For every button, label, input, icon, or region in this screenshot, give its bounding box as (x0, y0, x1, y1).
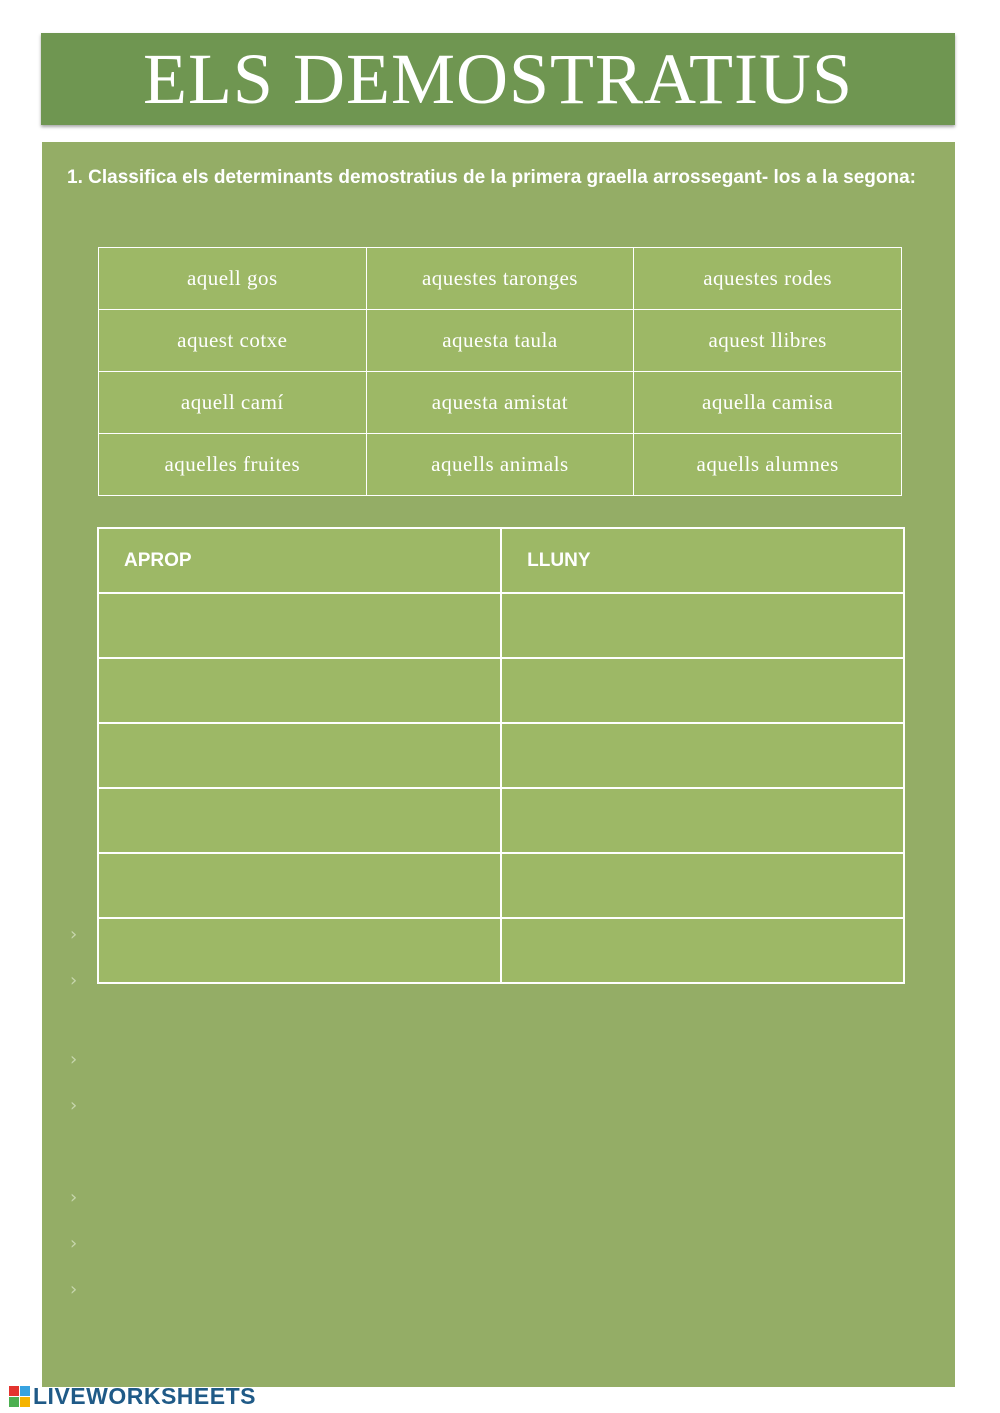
table-row (98, 853, 904, 918)
drop-zone-lluny[interactable] (501, 788, 904, 853)
draggable-word[interactable]: aquell gos (99, 248, 367, 310)
word-row (99, 372, 902, 434)
table-row (98, 658, 904, 723)
draggable-word[interactable]: aquesta amistat (366, 372, 634, 434)
worksheet-panel (42, 142, 955, 1387)
drop-zone-lluny[interactable] (501, 593, 904, 658)
table-row (98, 723, 904, 788)
draggable-word[interactable]: aquesta taula (366, 310, 634, 372)
logo-text: LIVEWORKSHEETS (33, 1382, 256, 1409)
word-row (99, 310, 902, 372)
draggable-word[interactable]: aquest cotxe (99, 310, 367, 372)
chevron-right-icon: › (70, 1233, 78, 1254)
drop-zone-aprop[interactable] (98, 918, 501, 983)
draggable-word[interactable]: aquelles fruites (99, 434, 367, 496)
word-row (99, 248, 902, 310)
chevron-right-icon: › (70, 924, 78, 945)
classification-table (97, 527, 905, 984)
chevron-right-icon: › (70, 1095, 78, 1116)
instruction-text: 1. Classifica els determinants demostratius de la primera graella arrossegant- los a la segona: (67, 167, 916, 188)
chevron-right-icon: › (70, 1049, 78, 1070)
drop-zone-lluny[interactable] (501, 723, 904, 788)
drop-zone-aprop[interactable] (98, 593, 501, 658)
drop-zone-aprop[interactable] (98, 723, 501, 788)
chevron-right-icon: › (70, 1187, 78, 1208)
drop-zone-aprop[interactable] (98, 788, 501, 853)
table-row (98, 918, 904, 983)
column-header-lluny: LLUNY (501, 528, 904, 593)
draggable-word[interactable]: aquells alumnes (634, 434, 902, 496)
column-header-aprop: APROP (98, 528, 501, 593)
drop-zone-lluny[interactable] (501, 853, 904, 918)
draggable-word[interactable]: aquest llibres (634, 310, 902, 372)
draggable-word[interactable]: aquestes taronges (366, 248, 634, 310)
page-title: ELS DEMOSTRATIUS (142, 39, 854, 119)
draggable-word[interactable]: aquestes rodes (634, 248, 902, 310)
chevron-right-icon: › (70, 1279, 78, 1300)
chevron-right-icon: › (70, 970, 78, 991)
table-row (98, 788, 904, 853)
word-grid (98, 247, 902, 496)
drop-zone-aprop[interactable] (98, 658, 501, 723)
word-row (99, 434, 902, 496)
logo-squares-icon (9, 1386, 30, 1407)
classification-header-row (98, 528, 904, 593)
table-row (98, 593, 904, 658)
draggable-word[interactable]: aquell camí (99, 372, 367, 434)
liveworksheets-logo[interactable] (9, 1384, 256, 1408)
draggable-word[interactable]: aquella camisa (634, 372, 902, 434)
drop-zone-aprop[interactable] (98, 853, 501, 918)
drop-zone-lluny[interactable] (501, 918, 904, 983)
drop-zone-lluny[interactable] (501, 658, 904, 723)
draggable-word[interactable]: aquells animals (366, 434, 634, 496)
title-bar (41, 33, 955, 125)
